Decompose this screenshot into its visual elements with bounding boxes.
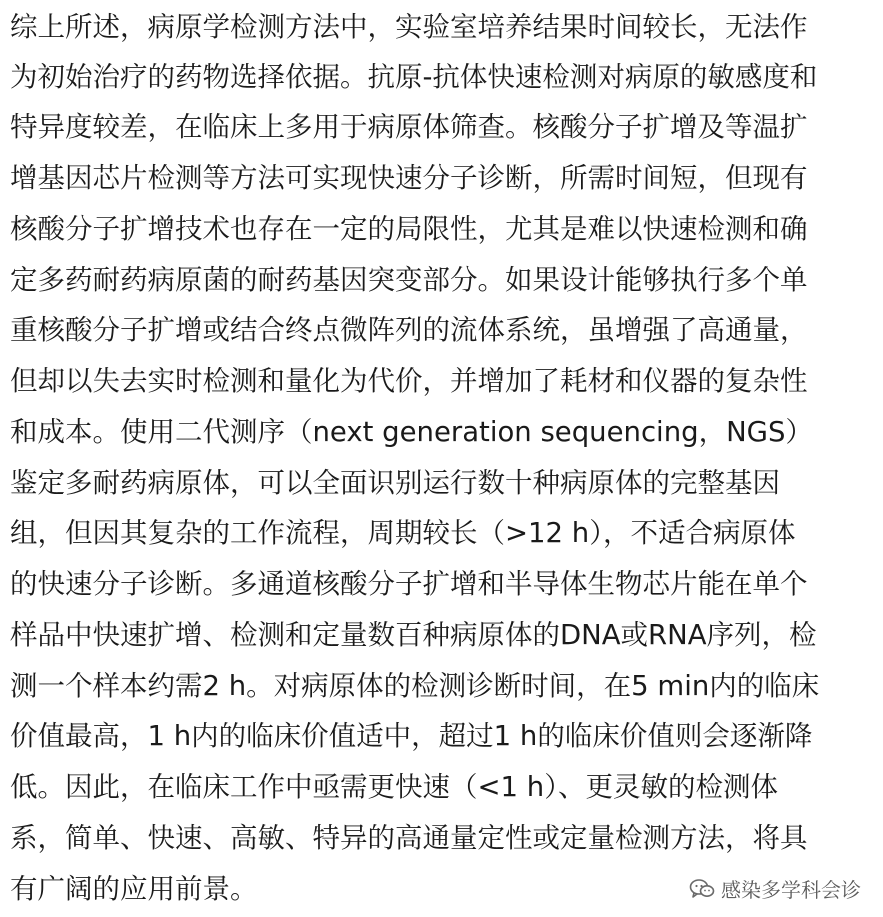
paragraph-line: 和成本。使用二代测序（next generation sequencing，NGS） — [10, 416, 813, 448]
paragraph-line: 但却以失去实时检测和量化为代价，并增加了耗材和仪器的复杂性 — [10, 365, 808, 397]
paragraph-line: 重核酸分子扩增或结合终点微阵列的流体系统，虽增强了高通量， — [10, 314, 808, 346]
paragraph-line: 价值最高，1 h内的临床价值适中，超过1 h的临床价值则会逐渐降 — [10, 720, 813, 752]
paragraph-line: 鉴定多耐药病原体，可以全面识别运行数十种病原体的完整基因 — [10, 467, 780, 499]
paragraph-line: 为初始治疗的药物选择依据。抗原-抗体快速检测对病原的敏感度和 — [10, 61, 818, 93]
paragraph-line: 特异度较差，在临床上多用于病原体筛查。核酸分子扩增及等温扩 — [10, 111, 808, 143]
paragraph-line: 组，但因其复杂的工作流程，周期较长（>12 h），不适合病原体 — [10, 517, 796, 549]
paragraph-line: 核酸分子扩增技术也存在一定的局限性，尤其是难以快速检测和确 — [10, 213, 808, 245]
paragraph-line: 增基因芯片检测等方法可实现快速分子诊断，所需时间短，但现有 — [10, 162, 808, 194]
paragraph-line: 系，简单、快速、高敏、特异的高通量定性或定量检测方法，将具 — [10, 822, 808, 854]
paragraph-line: 样品中快速扩增、检测和定量数百种病原体的DNA或RNA序列，检 — [10, 619, 817, 651]
paragraph-line: 的快速分子诊断。多通道核酸分子扩增和半导体生物芯片能在单个 — [10, 568, 808, 600]
paragraph-line: 定多药耐药病原菌的耐药基因突变部分。如果设计能够执行多个单 — [10, 264, 808, 296]
account-watermark — [689, 874, 861, 903]
paragraph-line: 有广阔的应用前景。 — [10, 873, 258, 905]
wechat-icon — [689, 878, 715, 900]
paragraph-line: 测一个样本约需2 h。对病原体的检测诊断时间，在5 min内的临床 — [10, 670, 820, 702]
watermark-text: 感染多学科会诊 — [721, 878, 861, 902]
paragraph-line: 低。因此，在临床工作中亟需更快速（<1 h）、更灵敏的检测体 — [10, 771, 778, 803]
paragraph-line: 综上所述，病原学检测方法中，实验室培养结果时间较长，无法作 — [10, 11, 808, 43]
